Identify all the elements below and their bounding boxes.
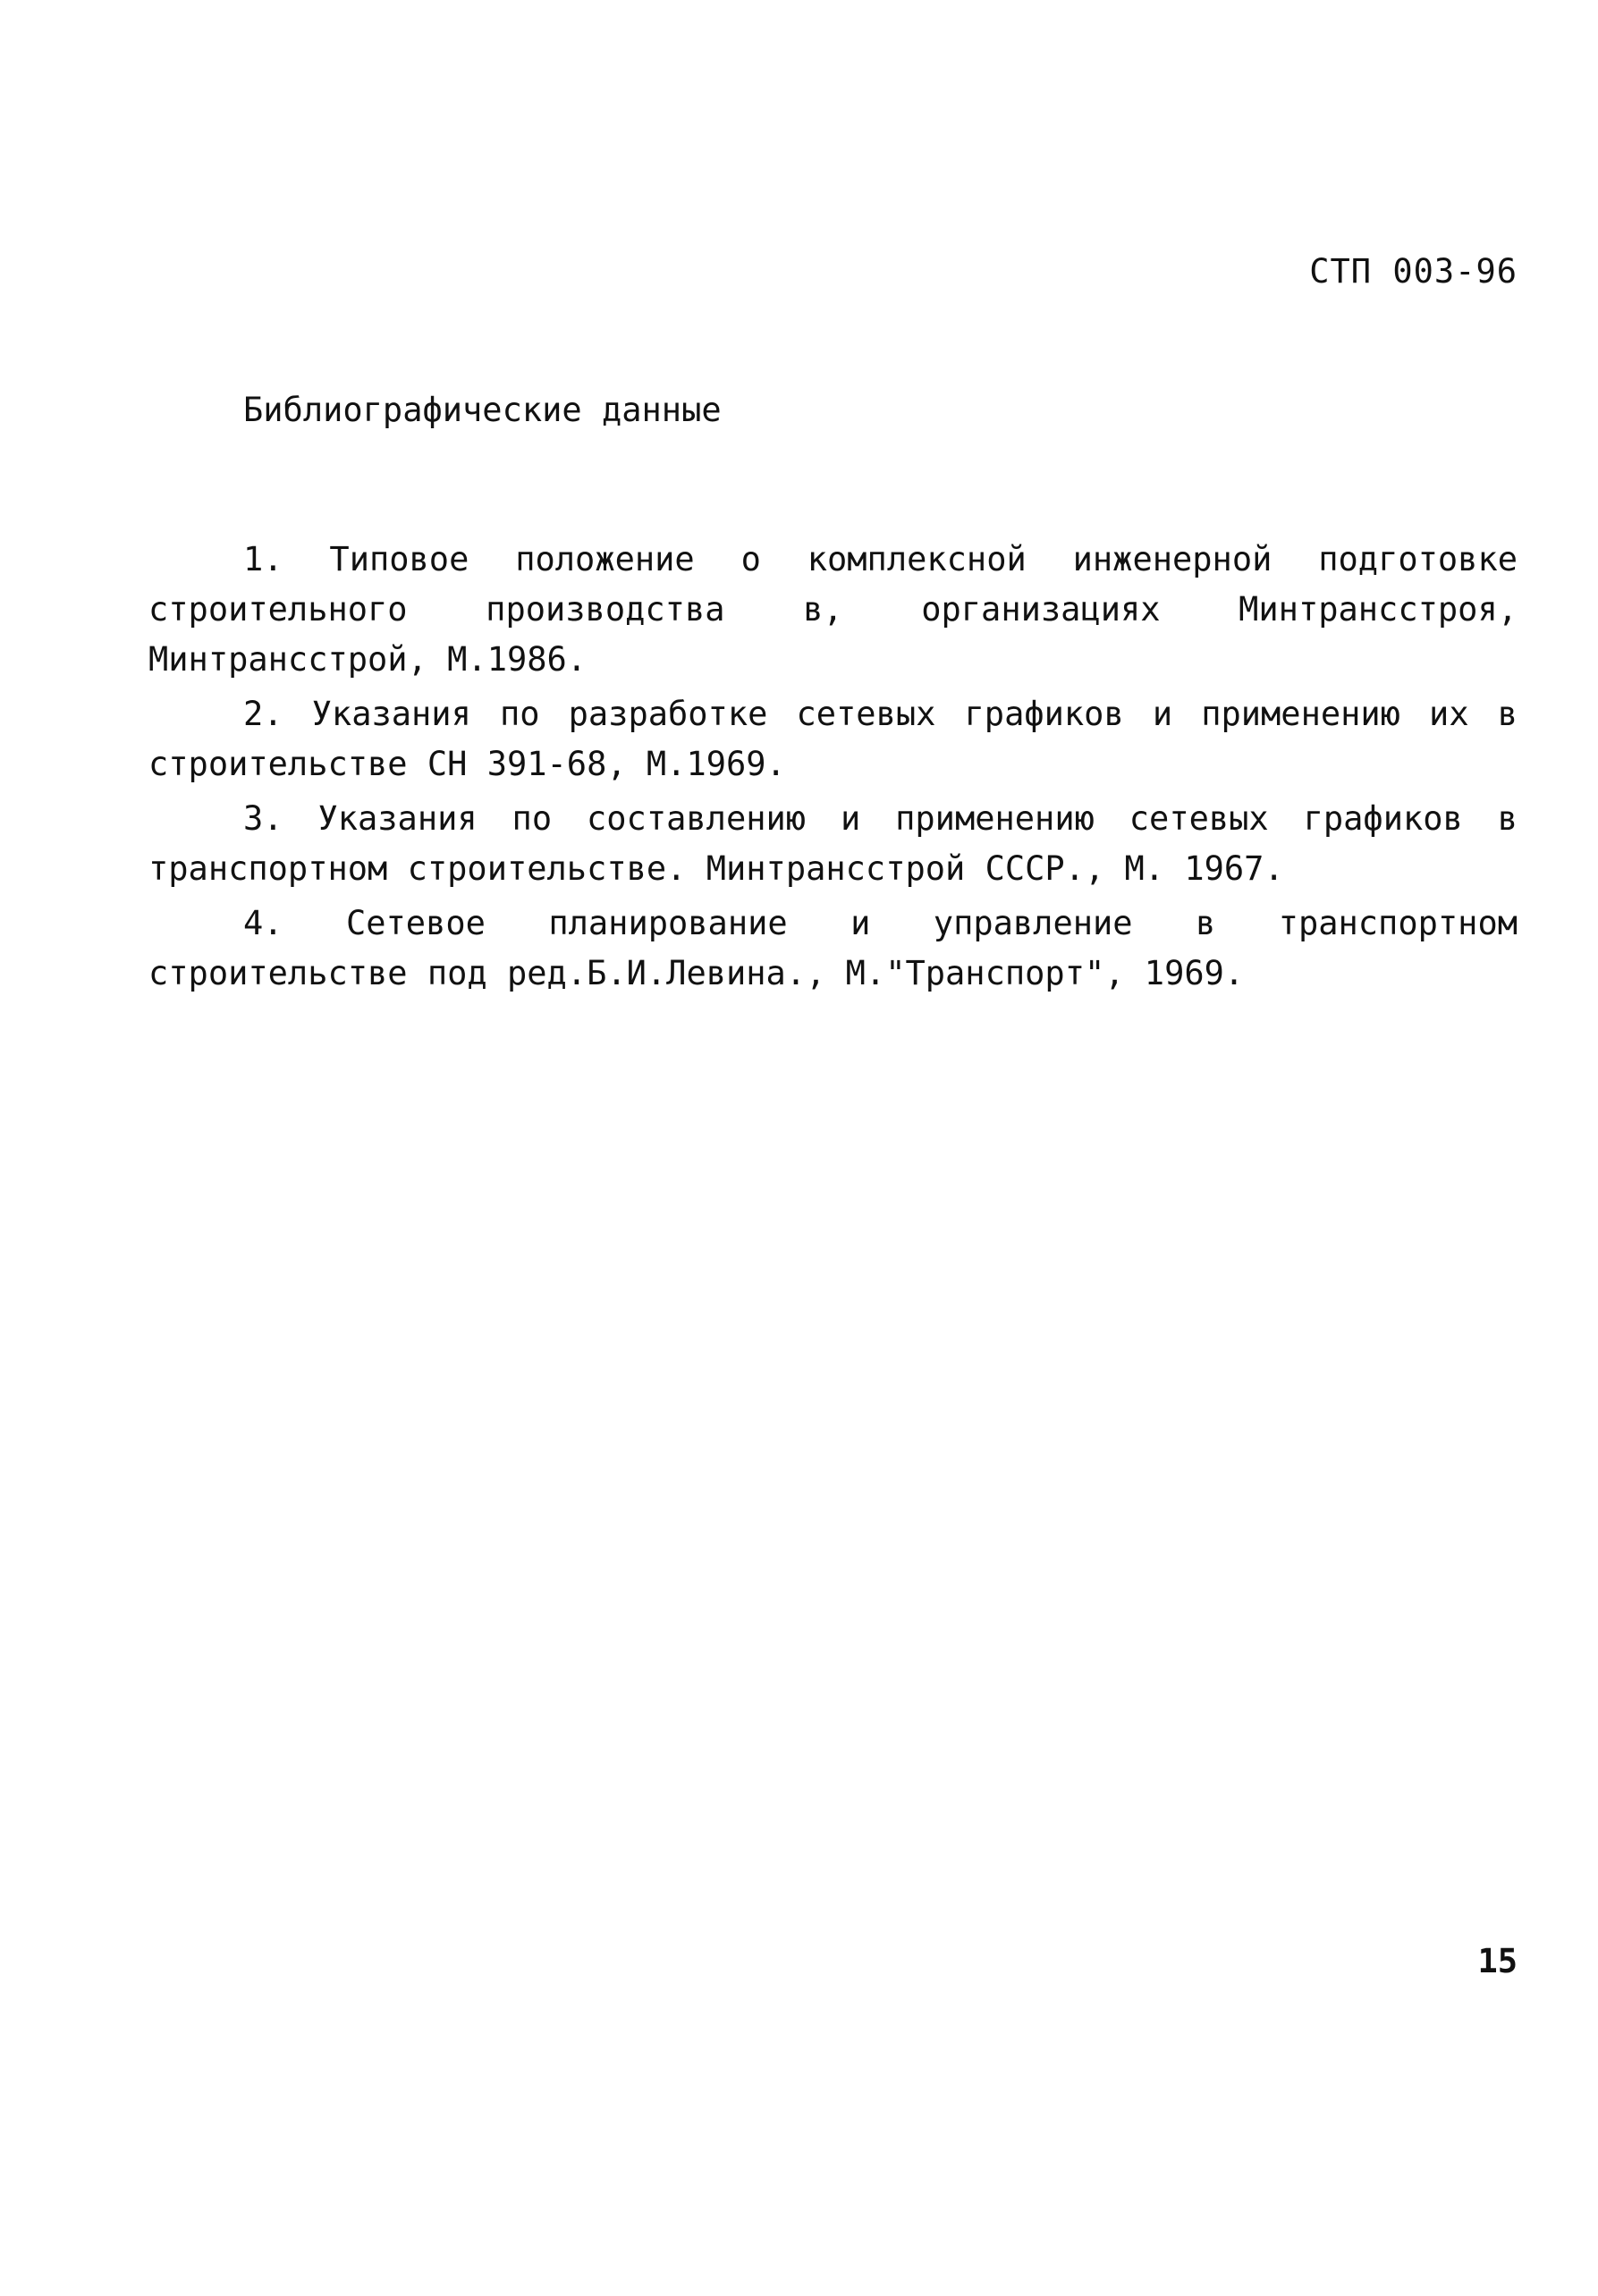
reference-item: 4. Сетевое планирование и управление в транспортном строительстве под ред.Б.И.Левина., М."Транспорт", 1969.: [148, 904, 1518, 992]
reference-item: 3. Указания по составлению и применению сетевых графиков в транспортном строительстве. Минтрансстрой СССР., М. 1967.: [148, 799, 1518, 888]
reference-item: 2. Указания по разработке сетевых графиков и применению их в строительстве СН 391-68, М.1969.: [148, 695, 1518, 783]
reference-item: 1. Типовое положение о комплексной инженерной подготовке строительного производства в, организациях Минтрансстроя, Минтрансстрой, М.1986.: [148, 540, 1518, 679]
section-title: Библиографические данные: [243, 391, 722, 429]
document-code: СТП 003-96: [1309, 252, 1518, 291]
page-number: 15: [1477, 1942, 1518, 1980]
reference-list: [148, 535, 1518, 1003]
